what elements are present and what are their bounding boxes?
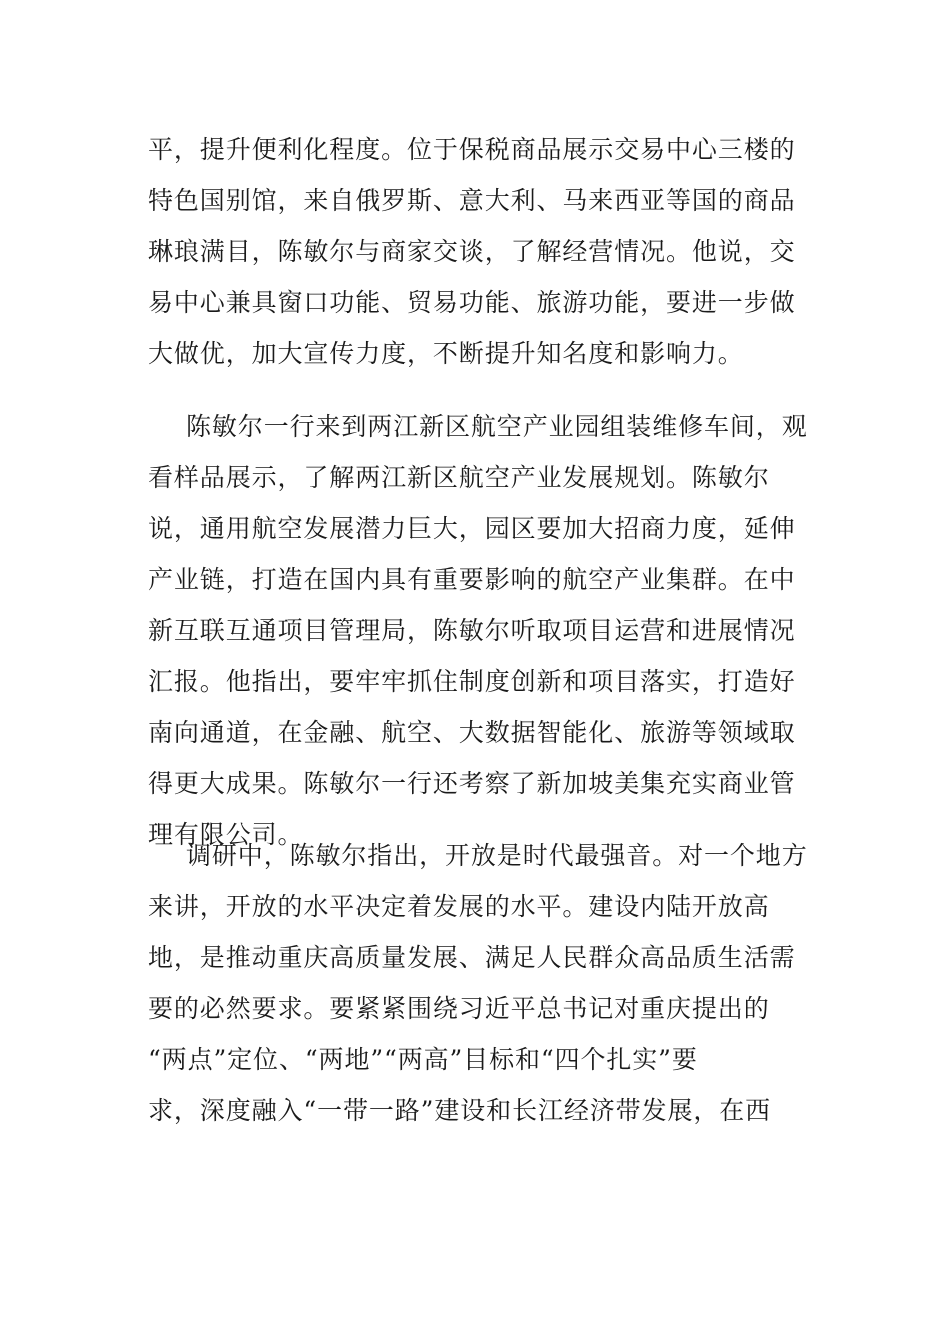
paragraph-line: 来讲，开放的水平决定着发展的水平。建设内陆开放高: [148, 892, 770, 921]
paragraph-line: 大做优，加大宣传力度，不断提升知名度和影响力。: [148, 339, 744, 368]
paragraph-line: 南向通道，在金融、航空、大数据智能化、旅游等领域取: [148, 718, 796, 747]
paragraph-line: 平，提升便利化程度。位于保税商品展示交易中心三楼的: [148, 135, 796, 164]
paragraph-line: 要的必然要求。要紧紧围绕习近平总书记对重庆提出的: [148, 994, 770, 1023]
paragraph-1: [148, 124, 798, 379]
paragraph-line: 地，是推动重庆高质量发展、满足人民群众高品质生活需: [148, 943, 796, 972]
paragraph-line: 理有限公司。: [148, 820, 304, 849]
paragraph-line: 新互联互通项目管理局，陈敏尔听取项目运营和进展情况: [148, 616, 796, 645]
paragraph-3: [148, 830, 808, 1136]
paragraph-line: 易中心兼具窗口功能、贸易功能、旅游功能，要进一步做: [148, 288, 796, 317]
paragraph-line: 看样品展示，了解两江新区航空产业发展规划。陈敏尔: [148, 463, 770, 492]
paragraph-2: [148, 401, 808, 860]
paragraph-line: 调研中，陈敏尔指出，开放是时代最强音。对一个地方: [186, 841, 808, 870]
paragraph-line: 汇报。他指出，要牢牢抓住制度创新和项目落实，打造好: [148, 667, 796, 696]
paragraph-line: “两点”定位、“两地”“两高”目标和“四个扎实”要: [148, 1045, 698, 1074]
paragraph-line: 说，通用航空发展潜力巨大，园区要加大招商力度，延伸: [148, 514, 796, 543]
paragraph-line: 得更大成果。陈敏尔一行还考察了新加坡美集充实商业管: [148, 769, 796, 798]
paragraph-line: 陈敏尔一行来到两江新区航空产业园组装维修车间，观: [186, 412, 808, 441]
paragraph-line: 琳琅满目，陈敏尔与商家交谈，了解经营情况。他说，交: [148, 237, 796, 266]
paragraph-line: 特色国别馆，来自俄罗斯、意大利、马来西亚等国的商品: [148, 186, 796, 215]
paragraph-line: 求，深度融入“一带一路”建设和长江经济带发展，在西: [148, 1096, 772, 1125]
paragraph-line: 产业链，打造在国内具有重要影响的航空产业集群。在中: [148, 565, 796, 594]
